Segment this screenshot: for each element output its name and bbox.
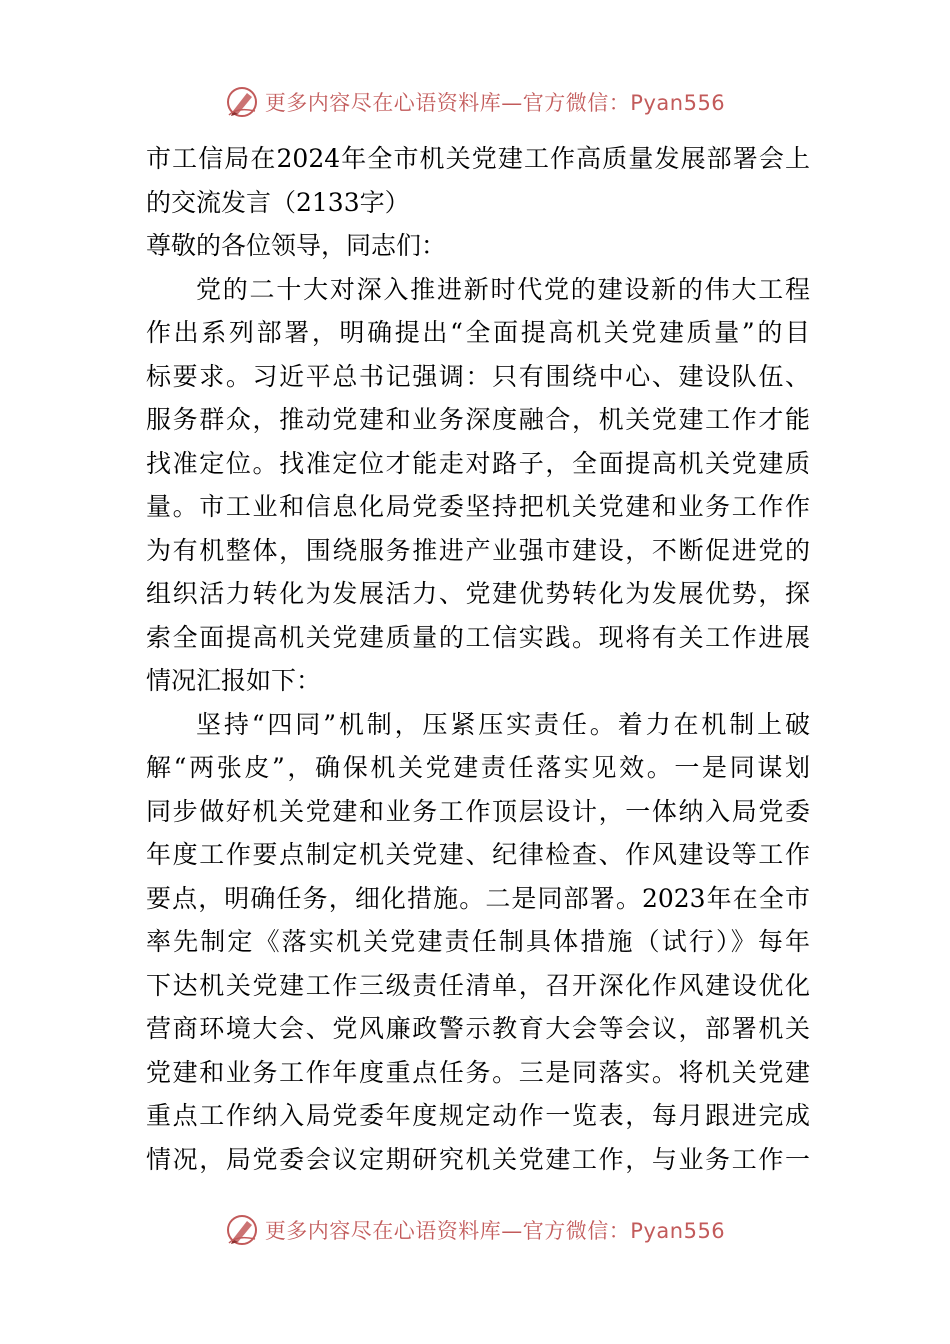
paragraph-line: 重点工作纳入局党委年度规定动作一览表，每月跟进完成	[146, 1101, 810, 1130]
footer-watermark-banner	[0, 1210, 950, 1250]
watermark-text: 更多内容尽在心语资料库—官方微信：Pyan556	[264, 91, 726, 115]
header-watermark-banner	[0, 82, 950, 122]
document-body	[146, 137, 810, 1181]
document-title: 市工信局在2024年全市机关党建工作高质量发展部署会上	[146, 144, 810, 173]
paragraph-line: 为有机整体，围绕服务推进产业强市建设，不断促进党的	[146, 535, 810, 565]
paragraph-line: 解“两张皮”，确保机关党建责任落实见效。一是同谋划	[146, 753, 810, 782]
paragraph-line: 索全面提高机关党建质量的工信实践。现将有关工作进展	[146, 622, 810, 652]
salutation: 尊敬的各位领导，同志们：	[146, 231, 447, 260]
paragraph-line: 党的二十大对深入推进新时代党的建设新的伟大工程	[196, 274, 810, 304]
paragraph-intro	[146, 268, 810, 703]
paragraph-line: 标要求。习近平总书记强调：只有围绕中心、建设队伍、	[146, 361, 810, 391]
document-title-continued: 的交流发言（2133字）	[146, 187, 410, 217]
paragraph-line: 坚持“四同”机制，压紧压实责任。着力在机制上破	[196, 709, 810, 739]
pen-icon	[225, 1213, 259, 1247]
paragraph-line: 营商环境大会、党风廉政警示教育大会等会议，部署机关	[146, 1014, 810, 1043]
paragraph-line: 党建和业务工作年度重点任务。三是同落实。将机关党建	[146, 1057, 810, 1087]
paragraph-line: 组织活力转化为发展活力、党建优势转化为发展优势，探	[146, 579, 810, 608]
pen-icon	[225, 85, 259, 119]
paragraph-line: 下达机关党建工作三级责任清单，召开深化作风建设优化	[146, 970, 810, 1000]
paragraph-line: 量。市工业和信息化局党委坚持把机关党建和业务工作作	[146, 492, 810, 521]
paragraph-line: 找准定位。找准定位才能走对路子，全面提高机关党建质	[146, 448, 810, 478]
paragraph-line: 情况汇报如下：	[146, 666, 322, 695]
paragraph-line: 服务群众，推动党建和业务深度融合，机关党建工作才能	[146, 405, 810, 434]
paragraph-line: 年度工作要点制定机关党建、纪律检查、作风建设等工作	[146, 840, 810, 869]
paragraph-four-same-mechanism	[146, 703, 810, 1182]
paragraph-line: 作出系列部署，明确提出“全面提高机关党建质量”的目	[146, 318, 810, 347]
paragraph-line: 要点，明确任务，细化措施。二是同部署。2023年在全市	[146, 883, 810, 913]
paragraph-line: 率先制定《落实机关党建责任制具体措施（试行）》每年	[146, 927, 810, 956]
paragraph-line: 同步做好机关党建和业务工作顶层设计，一体纳入局党委	[146, 796, 810, 826]
paragraph-line: 情况，局党委会议定期研究机关党建工作，与业务工作一	[146, 1144, 810, 1174]
watermark-text: 更多内容尽在心语资料库—官方微信：Pyan556	[264, 1219, 726, 1243]
